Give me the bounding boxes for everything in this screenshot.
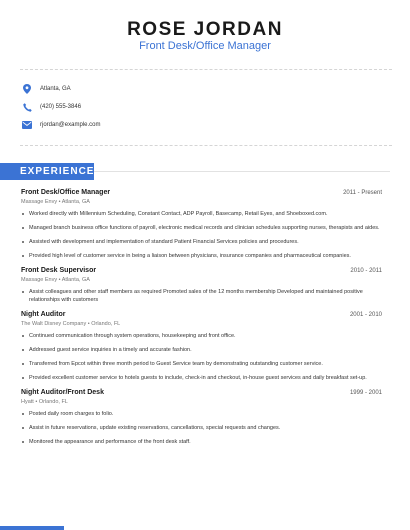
job-company: Hyatt: [21, 399, 34, 405]
job-location: Orlando, FL: [91, 321, 121, 327]
job-company: Massage Envy: [21, 277, 58, 283]
job-dates: 2001 - 2010: [349, 312, 382, 318]
job-bullet: Continued communication through system operations, housekeeping and front office.: [21, 332, 382, 340]
job-bullet: Assist in future reservations, update existing reservations, cancellations, special requests and changes.: [21, 424, 382, 432]
contact-location: [22, 84, 71, 94]
job-company: The Walt Disney Company: [21, 321, 87, 327]
job-entry: [21, 389, 382, 446]
job-bullet: Provided excellent customer service to hotels guests to include, check-in and checkout, in-house guest services and daily breakfast set-up.: [21, 374, 382, 382]
job-bullet: Addressed guest service inquiries in a timely and accurate fashion.: [21, 346, 382, 354]
bottom-accent-bar: [0, 526, 64, 530]
job-company-line: Hyatt • Orlando, FL: [21, 399, 68, 405]
job-company-line: Massage Envy • Atlanta, GA: [21, 199, 90, 205]
job-dates: 1999 - 2001: [349, 390, 382, 396]
job-dates: 2010 - 2011: [350, 268, 382, 274]
section-rule: [94, 171, 390, 172]
job-role: Night Auditor: [21, 311, 66, 318]
job-dates: 2011 - Present: [343, 190, 382, 196]
job-location: Orlando, FL: [38, 399, 68, 405]
contact-phone-text: (420) 555-3846: [40, 104, 82, 110]
contact-email: [22, 120, 100, 130]
mail-icon: [22, 120, 32, 130]
job-bullet: Provided high level of customer service in being a liaison between physicians, insurance companies and pharmaceutical companies.: [21, 252, 382, 260]
job-entry: [21, 189, 382, 260]
job-bullet: Assist colleagues and other staff members as required Promoted sales of the 12 months membership Developed and maintained positive relationships with customers: [21, 288, 382, 304]
contact-email-text: rjordan@example.com: [40, 122, 101, 128]
job-role: Front Desk/Office Manager: [21, 189, 111, 196]
job-role: Night Auditor/Front Desk: [21, 389, 104, 396]
phone-icon: [22, 102, 32, 112]
job-company-line: Massage Envy • Atlanta, GA: [21, 277, 90, 283]
job-company-line: The Walt Disney Company • Orlando, FL: [21, 321, 121, 327]
job-bullet: Monitored the appearance and performance of the front desk staff.: [21, 438, 382, 446]
header-divider: [20, 69, 392, 70]
contact-divider: [20, 145, 392, 146]
experience-list: [21, 189, 382, 453]
job-bullet: Worked directly with Millennium Scheduling, Constant Contact, ADP Payroll, Basecamp, Retail Eyes, and Shoeboxed.com.: [21, 210, 382, 218]
candidate-name: ROSE JORDAN: [127, 19, 283, 40]
job-location: Atlanta, GA: [61, 199, 90, 205]
contact-phone: [22, 102, 81, 112]
job-company: Massage Envy: [21, 199, 58, 205]
location-pin-icon: [22, 84, 32, 94]
job-bullet: Posted daily room charges to folio.: [21, 410, 382, 418]
job-location: Atlanta, GA: [61, 277, 90, 283]
contact-location-text: Atlanta, GA: [40, 86, 71, 92]
section-title-experience: EXPERIENCE: [0, 163, 94, 180]
job-bullet: Transferred from Epcot within three month period to Guest Service team by demonstrating outstanding customer service.: [21, 360, 382, 368]
candidate-job-title: Front Desk/Office Manager: [139, 40, 271, 52]
job-entry: [21, 311, 382, 382]
job-role: Front Desk Supervisor: [21, 267, 97, 274]
job-bullet: Assisted with development and implementation of standard Patient Financial Services policies and procedures.: [21, 238, 382, 246]
job-entry: [21, 267, 382, 304]
job-bullet: Managed branch business office functions of payroll, electronic medical records and clinician schedules supporting nurses, therapists and aides.: [21, 224, 382, 232]
